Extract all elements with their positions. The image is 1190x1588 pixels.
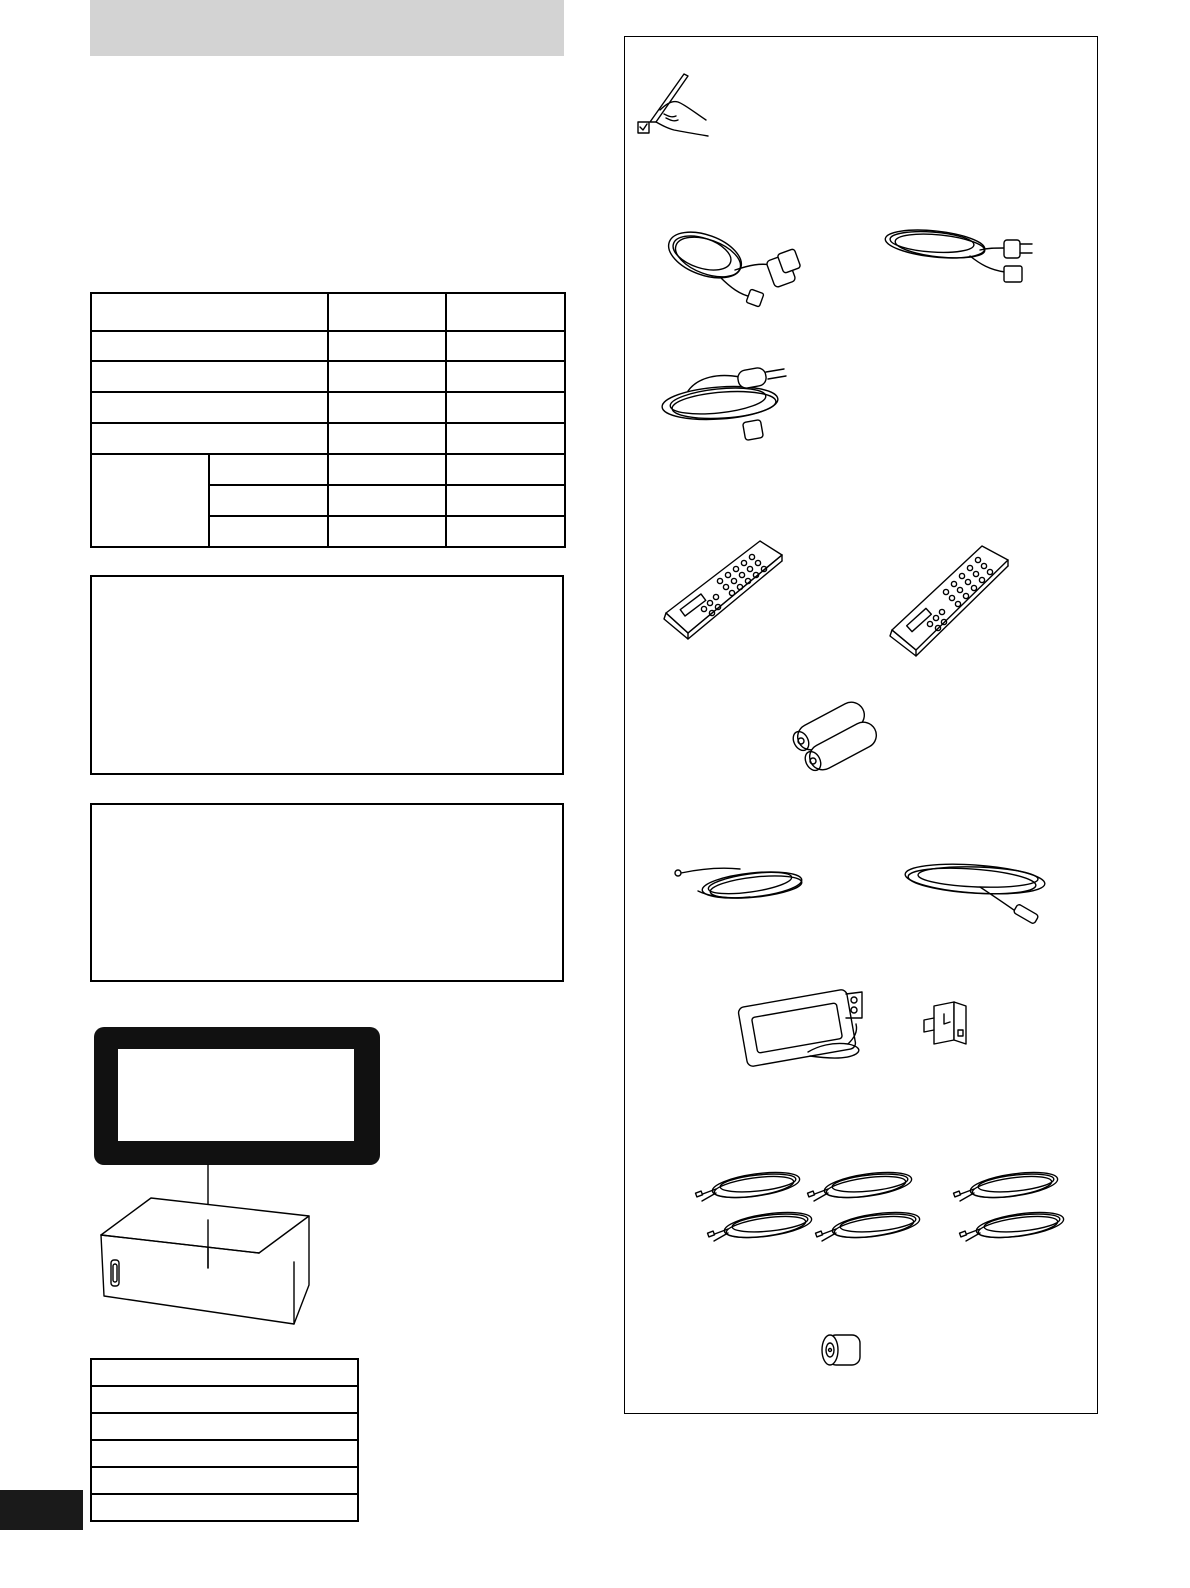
am-loop-antenna-stand-icon bbox=[738, 988, 868, 1073]
table-row bbox=[91, 423, 565, 454]
table-cell bbox=[328, 516, 446, 547]
table-cell bbox=[446, 293, 565, 331]
table-cell bbox=[446, 516, 565, 547]
laser-label-text bbox=[118, 1049, 354, 1141]
specification-table bbox=[90, 292, 566, 548]
am-loop-antenna-icon bbox=[900, 855, 1050, 935]
table-cell bbox=[446, 423, 565, 454]
fm-indoor-antenna-icon bbox=[670, 855, 810, 915]
table-cell bbox=[446, 392, 565, 423]
table-row bbox=[91, 361, 565, 392]
table-cell bbox=[328, 293, 446, 331]
table-cell bbox=[91, 293, 328, 331]
table-cell bbox=[209, 454, 328, 485]
remote-control-icon bbox=[660, 535, 790, 640]
table-cell bbox=[91, 1494, 358, 1521]
section-header-bar bbox=[90, 0, 564, 56]
table-cell bbox=[91, 1440, 358, 1467]
table-row bbox=[91, 1467, 358, 1494]
ac-mains-lead-euro-icon bbox=[658, 355, 808, 455]
table-cell bbox=[446, 361, 565, 392]
table-cell bbox=[91, 1467, 358, 1494]
table-row bbox=[91, 1359, 358, 1386]
laser-label-frame bbox=[94, 1027, 380, 1165]
table-cell bbox=[91, 454, 209, 547]
table-cell bbox=[328, 423, 446, 454]
remote-control-icon bbox=[886, 540, 1016, 660]
table-cell bbox=[446, 331, 565, 362]
speaker-cables-icon bbox=[694, 1165, 804, 1205]
table-cell bbox=[91, 392, 328, 423]
speaker-cables-icon bbox=[958, 1205, 1068, 1245]
table-row bbox=[91, 331, 565, 362]
table-row bbox=[91, 1386, 358, 1413]
ac-mains-lead-uk-icon bbox=[660, 215, 810, 315]
table-cell bbox=[91, 1386, 358, 1413]
batteries-icon bbox=[785, 695, 895, 775]
table-cell bbox=[91, 423, 328, 454]
table-cell bbox=[446, 454, 565, 485]
table-cell bbox=[328, 331, 446, 362]
table-row bbox=[91, 1413, 358, 1440]
antenna-clip-icon bbox=[920, 1000, 975, 1050]
table-row bbox=[91, 392, 565, 423]
notice-box bbox=[90, 803, 564, 982]
table-row bbox=[91, 1494, 358, 1521]
record-table bbox=[90, 1358, 359, 1522]
table-cell bbox=[91, 1359, 358, 1386]
table-row bbox=[91, 454, 565, 485]
writing-hand-icon bbox=[636, 70, 716, 140]
speaker-cables-icon bbox=[814, 1205, 924, 1245]
ac-mains-lead-2pin-icon bbox=[880, 222, 1050, 297]
page-tab bbox=[0, 1490, 83, 1530]
table-cell bbox=[328, 454, 446, 485]
table-cell bbox=[328, 485, 446, 516]
table-row bbox=[91, 293, 565, 331]
table-row bbox=[91, 1440, 358, 1467]
unit-cabinet-icon bbox=[95, 1160, 315, 1330]
table-cell bbox=[328, 392, 446, 423]
table-cell bbox=[209, 516, 328, 547]
table-cell bbox=[91, 361, 328, 392]
notice-box bbox=[90, 575, 564, 775]
table-cell bbox=[446, 485, 565, 516]
ferrite-core-icon bbox=[818, 1332, 866, 1368]
table-cell bbox=[91, 331, 328, 362]
speaker-cables-icon bbox=[952, 1165, 1062, 1205]
table-cell bbox=[91, 1413, 358, 1440]
speaker-cables-icon bbox=[706, 1205, 816, 1245]
table-cell bbox=[209, 485, 328, 516]
table-cell bbox=[328, 361, 446, 392]
speaker-cables-icon bbox=[806, 1165, 916, 1205]
